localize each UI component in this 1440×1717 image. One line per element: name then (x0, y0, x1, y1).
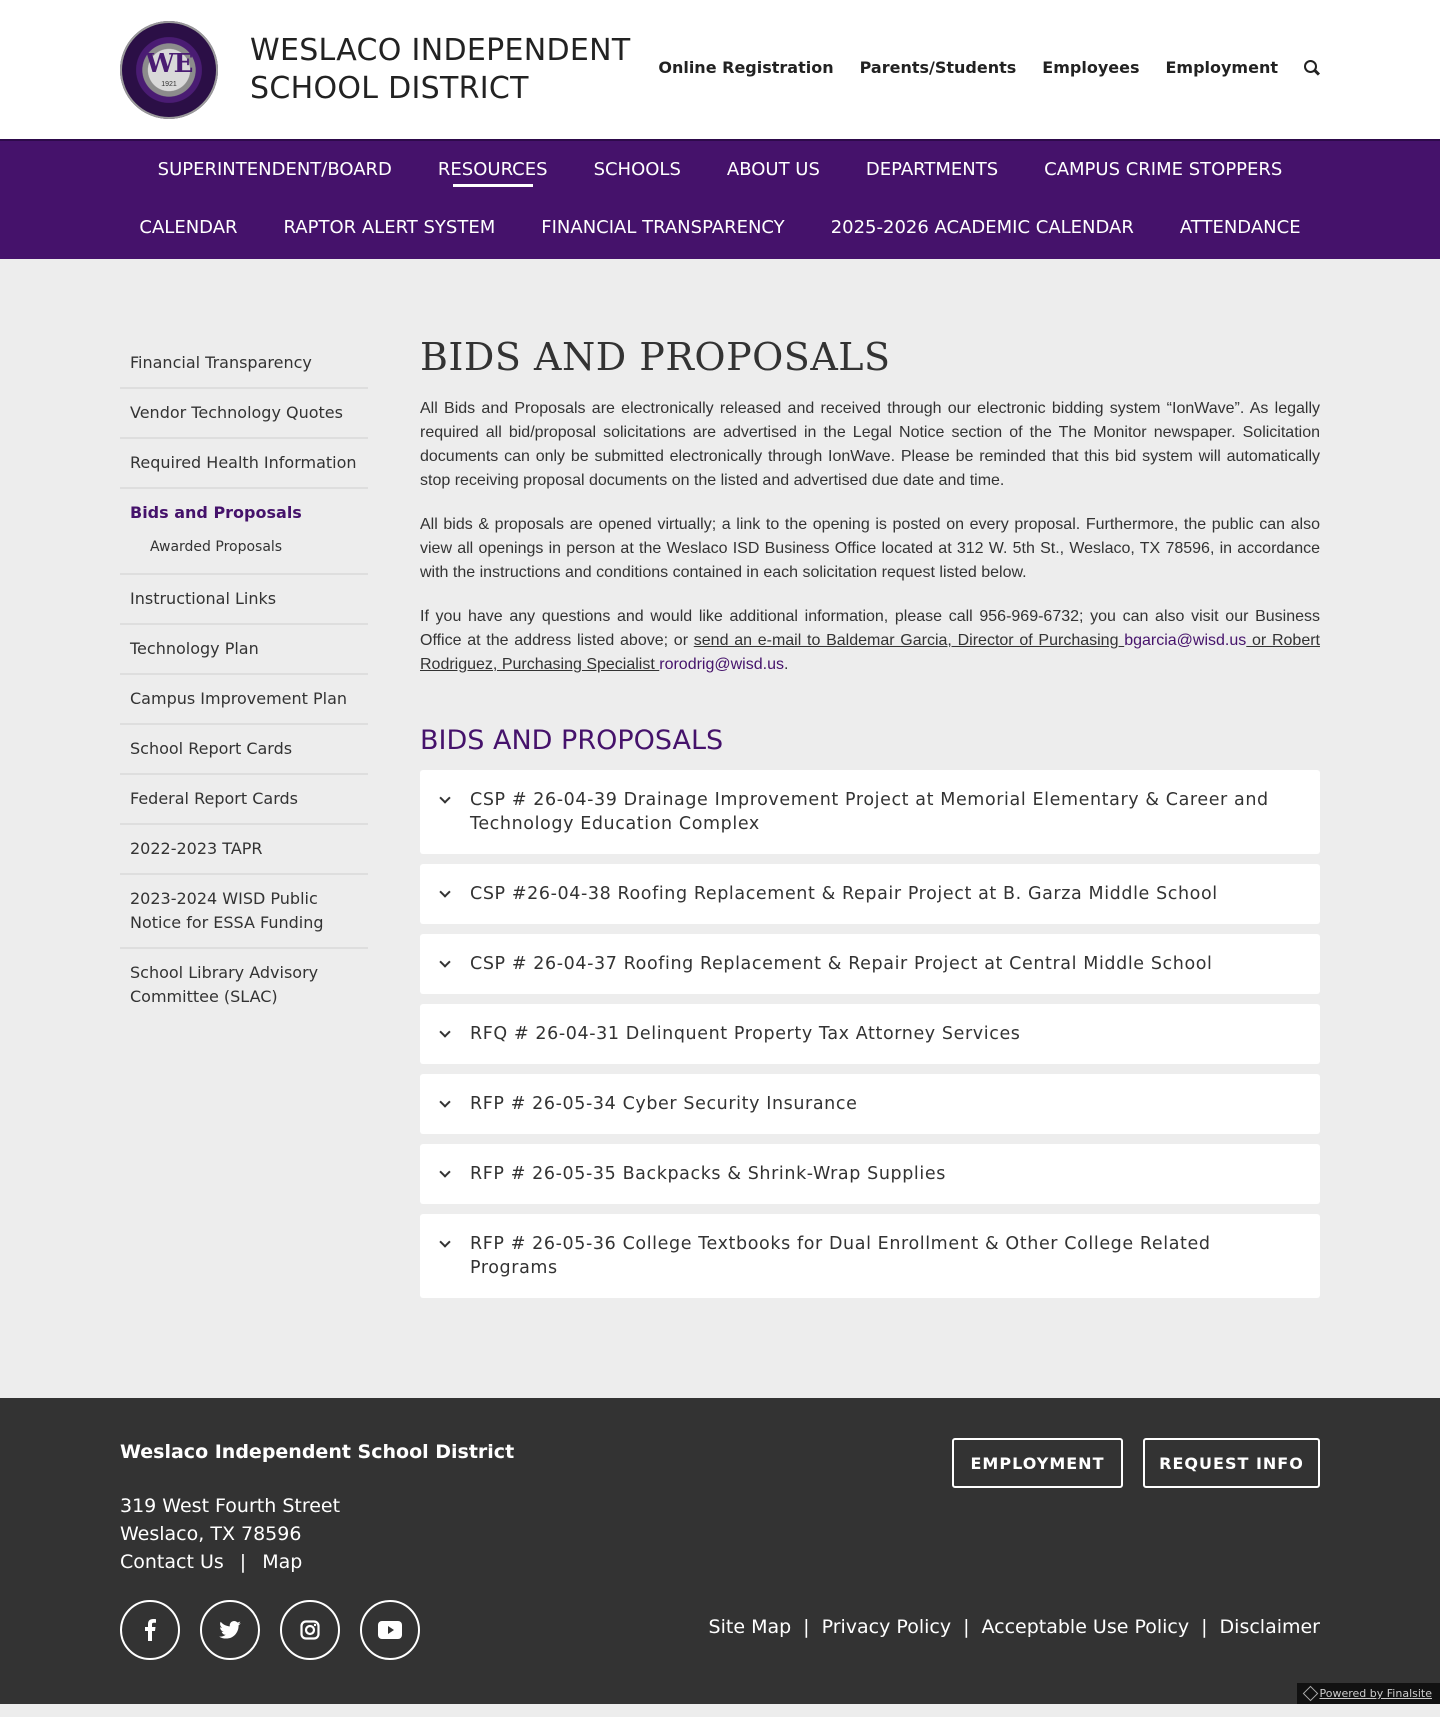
email-robert-rodriguez-link[interactable]: or Robert Rodriguez, Purchasing Specialist (420, 632, 1320, 673)
nav-about-us[interactable]: ABOUT US (726, 159, 820, 180)
chevron-down-icon (440, 958, 450, 968)
logo-letters: WE (145, 49, 193, 79)
facebook-icon (144, 1619, 156, 1641)
utility-nav (658, 58, 1320, 77)
footer-address (120, 1492, 340, 1576)
site-header (0, 0, 1440, 139)
utility-link-employees[interactable]: Employees (1042, 58, 1140, 77)
sidebar-item-financial-transparency[interactable]: Financial Transparency (120, 339, 368, 389)
nav-resources[interactable]: RESOURCES (415, 141, 571, 199)
nav-schools[interactable]: SCHOOLS (593, 159, 681, 180)
social-links (120, 1600, 420, 1660)
sidebar-item-bids-and-proposals[interactable]: Bids and Proposals (130, 503, 302, 522)
sidebar-item-federal-report-cards[interactable]: Federal Report Cards (120, 775, 368, 825)
youtube-link[interactable] (360, 1600, 420, 1660)
bids-accordion (420, 770, 1320, 1298)
footer-buttons (952, 1438, 1320, 1488)
sidebar-item-required-health-information[interactable]: Required Health Information (120, 439, 368, 489)
privacy-policy-link[interactable]: Privacy Policy (821, 1616, 952, 1638)
email-rorodrig-link[interactable]: rorodrig@wisd.us (659, 656, 784, 673)
footer-contact-links (120, 1548, 340, 1576)
utility-link-parents-students[interactable]: Parents/Students (859, 58, 1017, 77)
search-icon[interactable] (1304, 60, 1320, 76)
facebook-link[interactable] (120, 1600, 180, 1660)
utility-link-employment[interactable]: Employment (1165, 58, 1278, 77)
accordion-item[interactable] (420, 1144, 1320, 1204)
sidebar-item-technology-plan[interactable]: Technology Plan (120, 625, 368, 675)
sidebar-item-campus-improvement-plan[interactable]: Campus Improvement Plan (120, 675, 368, 725)
powered-by-finalsite-link[interactable] (1297, 1683, 1440, 1704)
sidebar-item-school-report-cards[interactable]: School Report Cards (120, 725, 368, 775)
sidebar-item-tapr[interactable]: 2022-2023 TAPR (120, 825, 368, 875)
separator: | (803, 1616, 810, 1638)
intro-paragraph-2: All bids & proposals are opened virtually; a link to the opening is posted on every proposal. Furthermore, the public can also view all openings in person at the Weslaco ISD Business Office located at 312 W. 5th St., Weslaco, TX 78596, in accordance with the instructions and conditions contained in each solicitation request listed below. (420, 516, 1320, 581)
contact-us-link[interactable]: Contact Us (120, 1551, 224, 1573)
separator: | (963, 1616, 970, 1638)
chevron-down-icon (440, 1238, 450, 1248)
chevron-down-icon (440, 1028, 450, 1038)
footer-district-name: Weslaco Independent School District (120, 1441, 515, 1463)
section-sidebar (120, 339, 368, 1298)
chevron-down-icon (440, 1168, 450, 1178)
chevron-down-icon (440, 1098, 450, 1108)
separator: | (239, 1551, 247, 1573)
site-title-line1: WESLACO INDEPENDENT (250, 33, 631, 68)
accordion-item-label: RFP # 26-05-36 College Textbooks for Dual Enrollment & Other College Related Programs (470, 1234, 1211, 1278)
nav-financial-transparency[interactable]: FINANCIAL TRANSPARENCY (541, 217, 785, 238)
youtube-icon (378, 1621, 402, 1639)
accordion-item-label: RFP # 26-05-35 Backpacks & Shrink-Wrap Supplies (470, 1164, 946, 1184)
contact-paragraph (420, 605, 1320, 677)
page-title: BIDS AND PROPOSALS (420, 335, 891, 379)
sidebar-item-essa-public-notice[interactable]: 2023-2024 WISD Public Notice for ESSA Funding (120, 875, 368, 949)
content-area (0, 259, 1440, 1398)
nav-academic-calendar[interactable]: 2025-2026 ACADEMIC CALENDAR (830, 217, 1134, 238)
map-link[interactable]: Map (262, 1551, 303, 1573)
footer-links (709, 1616, 1320, 1638)
main-nav-row-2 (0, 199, 1440, 259)
accordion-item[interactable] (420, 770, 1320, 854)
utility-link-online-registration[interactable]: Online Registration (658, 58, 834, 77)
accordion-item-label: RFQ # 26-04-31 Delinquent Property Tax Attorney Services (470, 1024, 1021, 1044)
acceptable-use-policy-link[interactable]: Acceptable Use Policy (981, 1616, 1190, 1638)
accordion-item[interactable] (420, 934, 1320, 994)
main-nav (0, 139, 1440, 259)
email-bgarcia-link[interactable]: bgarcia@wisd.us (1124, 632, 1247, 649)
accordion-item[interactable] (420, 1004, 1320, 1064)
twitter-icon (219, 1621, 241, 1639)
employment-button[interactable]: EMPLOYMENT (952, 1438, 1123, 1488)
main-content (420, 335, 1320, 1298)
sidebar-item-slac[interactable]: School Library Advisory Committee (SLAC) (130, 963, 319, 1006)
period: . (783, 656, 789, 673)
separator: | (1201, 1616, 1208, 1638)
finalsite-icon (1302, 1686, 1318, 1702)
instagram-icon (300, 1620, 320, 1640)
accordion-item[interactable] (420, 864, 1320, 924)
site-title-line2: SCHOOL DISTRICT (250, 71, 529, 106)
disclaimer-link[interactable]: Disclaimer (1219, 1616, 1320, 1638)
request-info-button[interactable]: REQUEST INFO (1143, 1438, 1320, 1488)
sidebar-subitem-awarded-proposals[interactable]: Awarded Proposals (120, 531, 368, 575)
sidebar-item-instructional-links[interactable]: Instructional Links (120, 575, 368, 625)
nav-calendar[interactable]: CALENDAR (139, 217, 238, 238)
address-line-2: Weslaco, TX 78596 (120, 1523, 302, 1545)
twitter-link[interactable] (200, 1600, 260, 1660)
section-title: BIDS AND PROPOSALS (420, 725, 724, 756)
instagram-link[interactable] (280, 1600, 340, 1660)
site-footer (0, 1398, 1440, 1704)
accordion-item-label: CSP #26-04-38 Roofing Replacement & Repair Project at B. Garza Middle School (470, 884, 1218, 904)
nav-campus-crime-stoppers[interactable]: CAMPUS CRIME STOPPERS (1044, 159, 1283, 180)
chevron-down-icon (440, 794, 450, 804)
accordion-item-label: CSP # 26-04-37 Roofing Replacement & Repair Project at Central Middle School (470, 954, 1213, 974)
nav-departments[interactable]: DEPARTMENTS (865, 159, 999, 180)
accordion-item-label: CSP # 26-04-39 Drainage Improvement Project at Memorial Elementary & Career and Technology Education Complex (470, 790, 1269, 834)
sidebar-item-vendor-technology-quotes[interactable]: Vendor Technology Quotes (120, 389, 368, 439)
contact-text: If you have any questions and would like additional information, please call 956-969-6732; you can also visit our Business Office at the address listed above; or (420, 608, 1320, 649)
chevron-down-icon (440, 888, 450, 898)
nav-raptor-alert-system[interactable]: RAPTOR ALERT SYSTEM (283, 217, 496, 238)
accordion-item-label: RFP # 26-05-34 Cyber Security Insurance (470, 1094, 858, 1114)
email-baldemar-garcia-link[interactable]: send an e-mail to Baldemar Garcia, Director of Purchasing (693, 632, 1125, 649)
nav-attendance[interactable]: ATTENDANCE (1179, 217, 1301, 238)
site-title (250, 32, 631, 108)
accordion-item[interactable] (420, 1074, 1320, 1134)
nav-superintendent-board[interactable]: SUPERINTENDENT/BOARD (157, 159, 392, 180)
logo-year: 1921 (161, 81, 177, 88)
intro-paragraph-1: All Bids and Proposals are electronically released and received through our electronic bidding system “IonWave”. As legally required all bid/proposal solicitations are advertised in the Legal Notice section of the The Monitor newspaper. Solicitation documents can only be submitted electronically through IonWave. Please be reminded that this bid system will automatically stop receiving proposal documents on the listed and advertised due date and time. (420, 400, 1320, 489)
address-line-1: 319 West Fourth Street (120, 1495, 341, 1517)
district-seal-logo (120, 21, 218, 119)
powered-by-label: Powered by Finalsite (1319, 1687, 1432, 1700)
logo-link[interactable] (120, 21, 631, 119)
site-map-link[interactable]: Site Map (708, 1616, 792, 1638)
main-nav-row-1 (0, 141, 1440, 199)
accordion-item[interactable] (420, 1214, 1320, 1298)
